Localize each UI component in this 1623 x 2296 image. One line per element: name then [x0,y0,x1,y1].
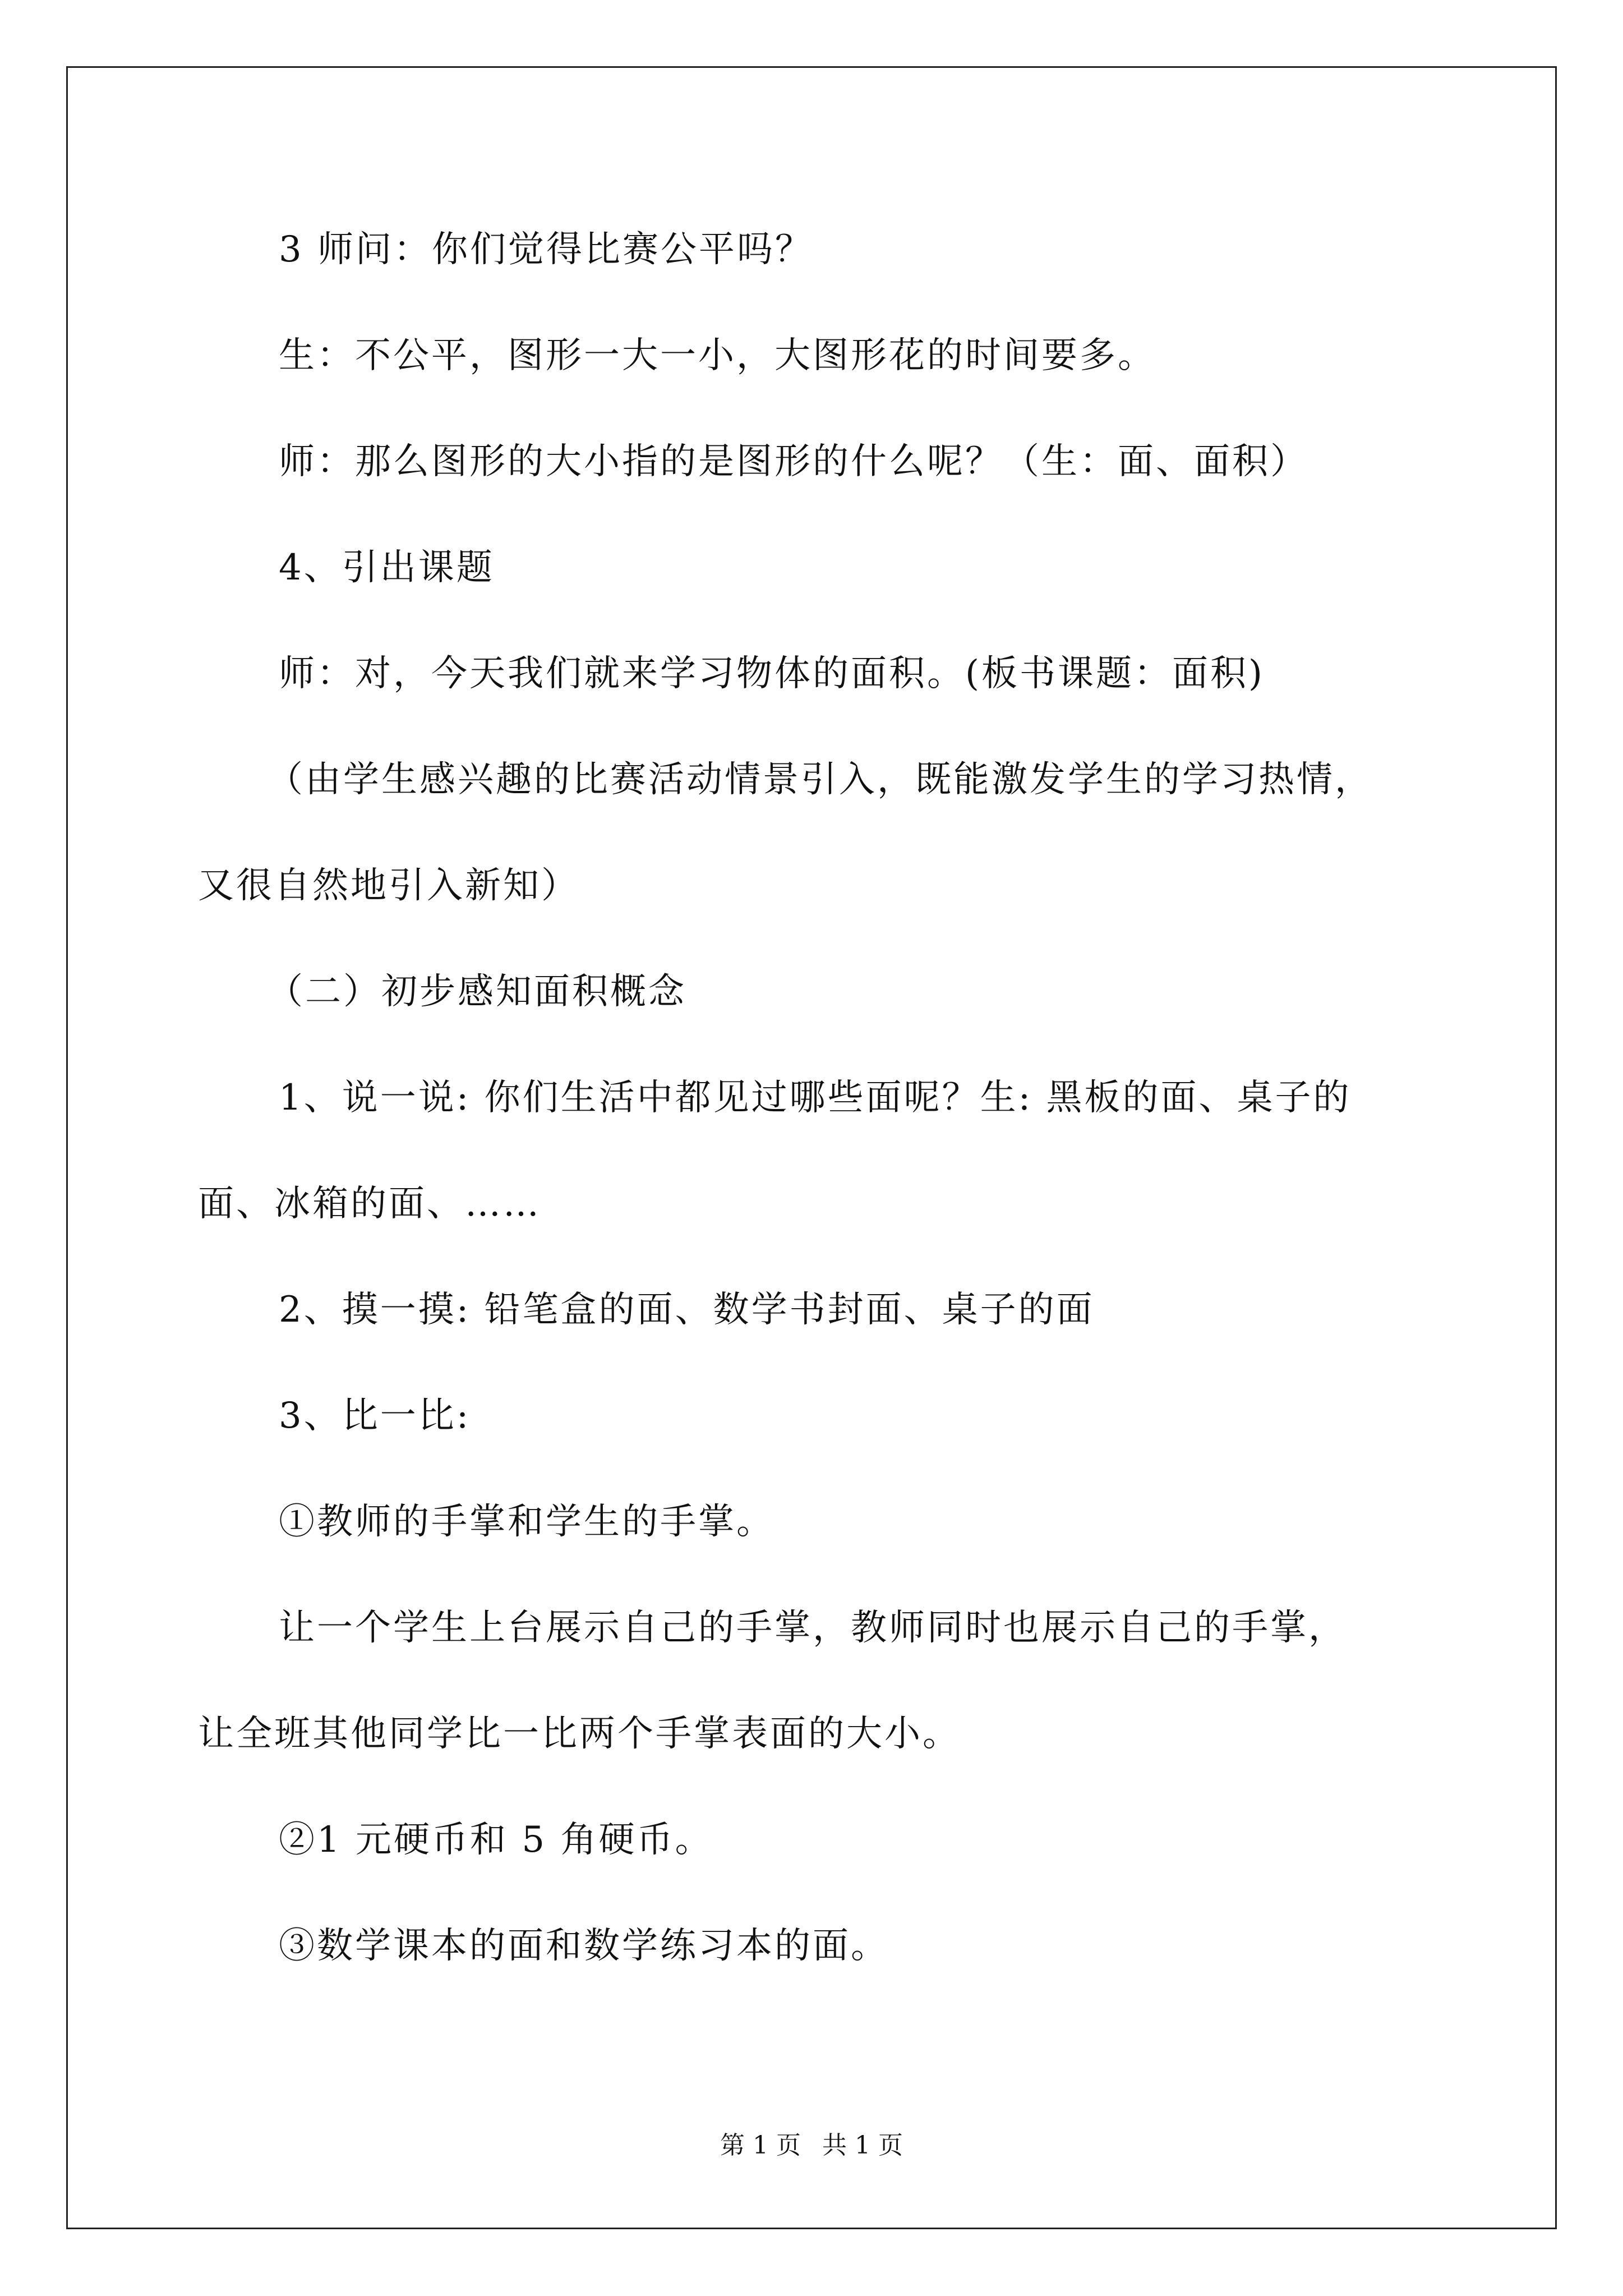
paragraph-line: 面、冰箱的面、…… [198,1183,541,1225]
paragraph-line: ②1 元硬币和 5 角硬币。 [279,1819,713,1861]
paragraph-line: 让一个学生上台展示自己的手掌，教师同时也展示自己的手掌， [279,1607,1347,1649]
page-total: 共 1 页 [822,2131,903,2160]
paragraph-line: 2、摸一摸: 铅笔盒的面、数学书封面、桌子的面 [279,1289,1095,1331]
paragraph-line: ③数学课本的面和数学练习本的面。 [279,1925,889,1967]
paragraph-line: 师：对，今天我们就来学习物体的面积。(板书课题：面积) [279,653,1265,694]
paragraph-line: 师：那么图形的大小指的是图形的什么呢？（生：面、面积） [279,441,1308,482]
section-heading: （二）初步感知面积概念 [267,971,686,1013]
paragraph-line: 又很自然地引入新知） [198,865,579,907]
paragraph-line: 4、引出课题 [279,547,495,588]
paragraph-line: 3、比一比: [279,1395,471,1437]
page-footer [0,2129,1623,2162]
paragraph-line: 3 师问：你们觉得比赛公平吗？ [279,229,814,270]
page-number: 第 1 页 [720,2131,801,2160]
paragraph-line: 1、说一说: 你们生活中都见过哪些面呢？生: 黑板的面、桌子的 [279,1077,1352,1119]
paragraph-line: ①教师的手掌和学生的手掌。 [279,1501,774,1543]
paragraph-line: 生：不公平，图形一大一小，大图形花的时间要多。 [279,335,1156,376]
paragraph-line: （由学生感兴趣的比赛活动情景引入，既能激发学生的学习热情， [267,759,1373,800]
paragraph-line: 让全班其他同学比一比两个手掌表面的大小。 [198,1713,961,1755]
